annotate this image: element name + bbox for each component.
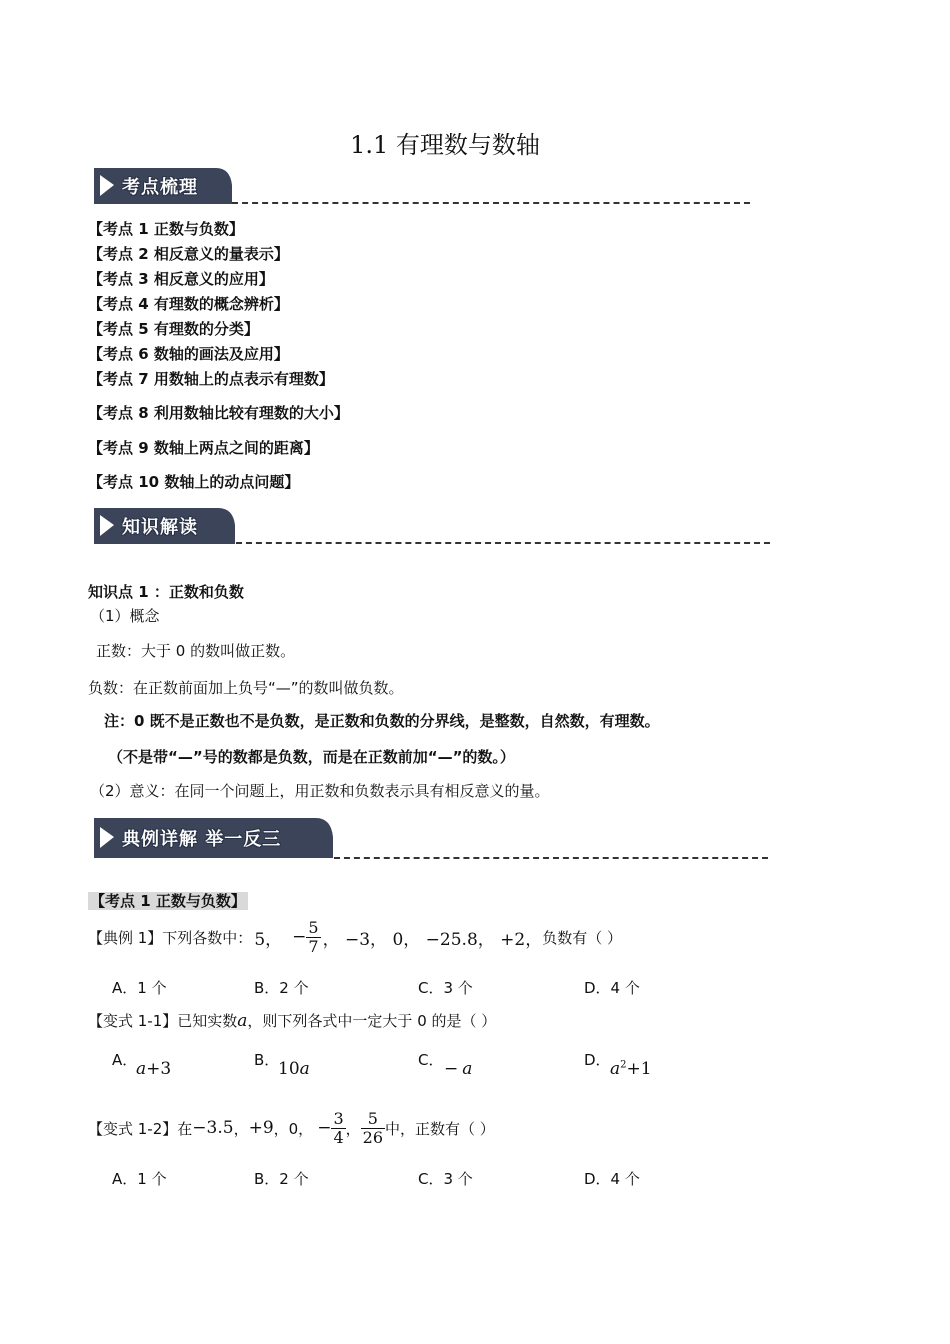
banner-label: 典例详解 举一反三	[122, 829, 282, 850]
banner-label: 知识解读	[122, 517, 198, 538]
positive-definition: 正数：大于 0 的数叫做正数。	[96, 642, 296, 660]
fraction: $\frac{3}{4}$	[333, 1108, 344, 1147]
page-title: 1.1 有理数与数轴	[350, 131, 540, 159]
value: −3.5	[192, 1118, 234, 1138]
separator: ，	[233, 1119, 249, 1138]
kaodian-item: 【考点 8 利用数轴比较有理数的大小】	[88, 404, 349, 422]
banner-zhishi	[90, 505, 238, 547]
banner-dianli	[90, 815, 336, 857]
example-1	[88, 915, 622, 959]
variant-1-2	[88, 1106, 495, 1150]
variant-1-2-suffix: 中，正数有（ ）	[385, 1119, 495, 1138]
divider	[236, 542, 770, 544]
option-d: D．4 个	[584, 1170, 640, 1188]
value: +9	[248, 1118, 274, 1138]
example-1-suffix: 负数有（ ）	[542, 928, 623, 947]
kaodian-item: 【考点 5 有理数的分类】	[88, 320, 259, 338]
value-list: ， −3， 0， −25.8， +2，	[322, 929, 543, 950]
separator: ，0，	[273, 1119, 314, 1138]
option-d-label: D．	[584, 1051, 611, 1069]
concept-label: （1）概念	[90, 607, 160, 625]
example-1-prefix: 【典例 1】下列各数中：	[88, 928, 253, 947]
knowledge-heading: 知识点 1 ：正数和负数	[88, 583, 244, 601]
option-c-expr: − a	[444, 1059, 473, 1079]
value: 5，	[254, 929, 283, 950]
kaodian-item: 【考点 6 数轴的画法及应用】	[88, 345, 289, 363]
fraction: $\frac{5}{26}$	[362, 1108, 383, 1147]
option-c-label: C．	[418, 1051, 444, 1069]
kaodian-item: 【考点 4 有理数的概念辨析】	[88, 295, 289, 313]
banner-kaodian	[90, 165, 235, 207]
section-tag: 【考点 1 正数与负数】	[90, 892, 246, 910]
variable: a	[237, 1011, 248, 1031]
option-d-expr: $a^2+1$	[610, 1059, 652, 1079]
divider	[334, 857, 768, 859]
kaodian-item: 【考点 1 正数与负数】	[88, 220, 244, 238]
kaodian-item: 【考点 7 用数轴上的点表示有理数】	[88, 370, 334, 388]
separator: ，	[345, 1119, 361, 1138]
kaodian-item: 【考点 3 相反意义的应用】	[88, 270, 274, 288]
option-c: C．3 个	[418, 979, 473, 997]
negative-definition: 负数：在正数前面加上负号“—”的数叫做负数。	[88, 679, 404, 697]
fraction: $\frac{5}{7}$	[308, 917, 319, 956]
banner-label: 考点梳理	[122, 177, 198, 198]
minus-sign: −	[292, 927, 307, 947]
kaodian-item: 【考点 9 数轴上两点之间的距离】	[88, 439, 319, 457]
option-a: A．1 个	[112, 1170, 167, 1188]
option-c: C．3 个	[418, 1170, 473, 1188]
note-zero: 注：0 既不是正数也不是负数，是正数和负数的分界线，是整数，自然数，有理数。	[104, 712, 660, 730]
divider	[232, 202, 750, 204]
variant-1-1-suffix: ，则下列各式中一定大于 0 的是（ ）	[247, 1012, 497, 1030]
option-b: B．2 个	[254, 1170, 309, 1188]
option-b-expr: 10a	[278, 1059, 310, 1079]
option-b: B．2 个	[254, 979, 309, 997]
variant-1-2-prefix: 【变式 1-2】在	[88, 1119, 193, 1138]
meaning: （2）意义：在同一个问题上，用正数和负数表示具有相反意义的量。	[90, 782, 550, 800]
option-d: D．4 个	[584, 979, 640, 997]
option-a-label: A．	[112, 1051, 138, 1069]
kaodian-item: 【考点 10 数轴上的动点问题】	[88, 473, 300, 491]
minus-sign: −	[317, 1118, 332, 1138]
kaodian-item: 【考点 2 相反意义的量表示】	[88, 245, 289, 263]
variant-1-1	[88, 1010, 496, 1031]
option-b-label: B．	[254, 1051, 280, 1069]
option-a: A．1 个	[112, 979, 167, 997]
option-a-expr: a+3	[136, 1059, 172, 1079]
variant-1-1-prefix: 【变式 1-1】已知实数	[88, 1012, 238, 1030]
note-sign: （不是带“—”号的数都是负数，而是在正数前加“—”的数。）	[108, 748, 515, 766]
